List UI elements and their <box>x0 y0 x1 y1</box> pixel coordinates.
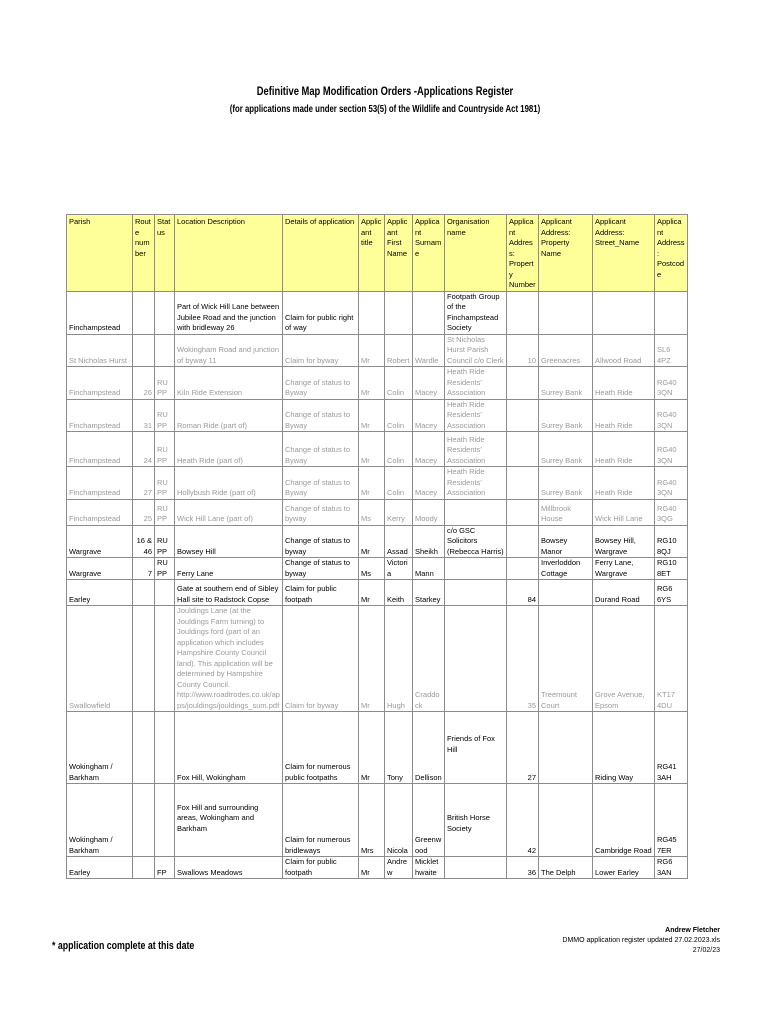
col-route-number-header: Route number <box>133 215 155 292</box>
table-row <box>67 499 688 525</box>
table-cell: Heath Ride Residents' Association <box>445 367 507 400</box>
table-cell: Kiln Ride Extension <box>175 367 283 400</box>
col-property-number-header: Applicant Address: Property Number <box>507 215 539 292</box>
table-cell <box>445 835 507 857</box>
table-cell: Change of status to byway <box>283 525 359 558</box>
table-row <box>67 580 688 606</box>
table-cell: Claim for public footpath <box>283 580 359 606</box>
completion-footnote: * application complete at this date <box>52 940 195 952</box>
table-row <box>67 467 688 500</box>
table-cell <box>655 712 688 756</box>
header-row <box>67 215 688 292</box>
table-cell: 27 <box>507 756 539 784</box>
table-cell: Heath Ride <box>593 432 655 467</box>
col-surname-header: Applicant Surname <box>413 215 445 292</box>
table-cell <box>133 835 155 857</box>
table-cell: RUPP <box>155 399 175 432</box>
table-cell: RG45 7ER <box>655 835 688 857</box>
table-cell: Heath Ride Residents' Association <box>445 399 507 432</box>
table-cell: Mann <box>413 558 445 580</box>
table-cell: Wick Hill Lane (part of) <box>175 499 283 525</box>
table-cell: Change of status to Byway <box>283 467 359 500</box>
table-cell <box>445 558 507 580</box>
table-cell <box>67 712 133 756</box>
table-cell <box>593 291 655 334</box>
table-cell <box>445 756 507 784</box>
table-cell <box>507 291 539 334</box>
table-cell: Finchampstead <box>67 367 133 400</box>
col-status-header: Status <box>155 215 175 292</box>
table-cell: RG40 3QN <box>655 399 688 432</box>
table-cell <box>155 580 175 606</box>
table-row <box>67 432 688 467</box>
table-cell: Bowsey Manor <box>539 525 593 558</box>
table-cell <box>539 712 593 756</box>
table-cell: Finchampstead <box>67 467 133 500</box>
table-row <box>67 525 688 558</box>
document-reference: DMMO application register updated 27.02.2023.xls <box>562 937 720 944</box>
table-cell <box>655 784 688 835</box>
table-cell: Mr <box>359 525 385 558</box>
table-cell <box>539 784 593 835</box>
register-body <box>67 291 688 879</box>
table-cell: Inverloddon Cottage <box>539 558 593 580</box>
table-cell: KT17 4DU <box>655 606 688 712</box>
table-cell: 35 <box>507 606 539 712</box>
table-cell: St Nicholas Hurst <box>67 334 133 367</box>
table-cell <box>539 835 593 857</box>
table-cell <box>507 558 539 580</box>
col-location-header: Location Description <box>175 215 283 292</box>
table-cell: Robert <box>385 334 413 367</box>
table-cell: 27 <box>133 467 155 500</box>
table-cell: 84 <box>507 580 539 606</box>
table-cell <box>359 784 385 835</box>
table-cell <box>155 712 175 756</box>
table-cell: Sheikh <box>413 525 445 558</box>
applications-register-table <box>66 214 687 879</box>
table-cell: 10 <box>507 334 539 367</box>
table-cell: Change of status to byway <box>283 499 359 525</box>
table-cell <box>133 712 155 756</box>
table-cell <box>507 432 539 467</box>
table-cell: Bowsey Hill <box>175 525 283 558</box>
table-cell: Dellison <box>413 756 445 784</box>
table-cell: 24 <box>133 432 155 467</box>
table-cell <box>133 756 155 784</box>
table-row <box>67 756 688 784</box>
table-cell: Fox Hill, Wokingham <box>175 756 283 784</box>
table-cell: Treemount Court <box>539 606 593 712</box>
table-row <box>67 558 688 580</box>
signature-block <box>562 926 720 956</box>
table-cell: Earley <box>67 857 133 879</box>
table-cell <box>413 291 445 334</box>
table-cell: RG40 3QN <box>655 367 688 400</box>
table-cell: RG10 8QJ <box>655 525 688 558</box>
table-cell: Fox Hill and surrounding areas, Wokingham and Barkham <box>175 784 283 835</box>
table-cell: Roman Ride (part of) <box>175 399 283 432</box>
table-cell: Claim for byway <box>283 334 359 367</box>
table-row <box>67 291 688 334</box>
table-cell: Mr <box>359 580 385 606</box>
table-cell: Ms <box>359 558 385 580</box>
table-cell: Mrs <box>359 835 385 857</box>
table-cell <box>593 784 655 835</box>
table-cell: Mr <box>359 857 385 879</box>
table-cell: Heath Ride <box>593 367 655 400</box>
table-cell: Macey <box>413 399 445 432</box>
table-cell: Victoria <box>385 558 413 580</box>
table-cell <box>283 712 359 756</box>
table-cell: Mr <box>359 367 385 400</box>
table-cell <box>655 291 688 334</box>
table-cell: Colin <box>385 432 413 467</box>
signatory-name: Andrew Fletcher <box>665 927 720 934</box>
table-cell: Gate at southern end of Sibley Hall site to Radstock Copse <box>175 580 283 606</box>
col-organisation-header: Organisation name <box>445 215 507 292</box>
table-row <box>67 857 688 879</box>
table-row <box>67 835 688 857</box>
table-cell: Greenacres <box>539 334 593 367</box>
table-cell: SL6 4PZ <box>655 334 688 367</box>
table-cell <box>133 580 155 606</box>
update-date: 27/02/23 <box>692 947 720 954</box>
table-cell: Allwood Road <box>593 334 655 367</box>
table-cell: Colin <box>385 467 413 500</box>
table-cell: RG41 3AH <box>655 756 688 784</box>
table-cell <box>155 291 175 334</box>
table-cell: Jouldings Lane (at the Jouldings Farm turning) to Jouldings ford (part of an application which includes Hampshire County Council land). This application will be determined by Hampshire County Council. http://www.roadtrodes.co.uk/apps/jouldings/jouldings_sum.pdf <box>175 606 283 712</box>
table-cell <box>283 784 359 835</box>
table-cell: Ms <box>359 499 385 525</box>
table-cell: Mr <box>359 606 385 712</box>
table-cell: Hollybush Ride (part of) <box>175 467 283 500</box>
table-cell <box>507 525 539 558</box>
page-title: Definitive Map Modification Orders -Applications Register <box>256 84 514 98</box>
table-cell: Finchampstead <box>67 291 133 334</box>
table-cell <box>539 291 593 334</box>
table-cell <box>155 835 175 857</box>
table-cell: Wokingham / Barkham <box>67 756 133 784</box>
table-cell: RUPP <box>155 525 175 558</box>
table-cell <box>445 499 507 525</box>
table-cell: Footpath Group of the Finchampstead Society <box>445 291 507 334</box>
table-cell: Finchampstead <box>67 432 133 467</box>
table-cell: RUPP <box>155 432 175 467</box>
table-cell <box>133 784 155 835</box>
table-cell: Mr <box>359 756 385 784</box>
table-cell: Mr <box>359 467 385 500</box>
table-cell <box>445 580 507 606</box>
table-cell: Surrey Bank <box>539 432 593 467</box>
table-cell: Swallowfield <box>67 606 133 712</box>
table-cell <box>133 291 155 334</box>
col-first-name-header: Applicant First Name <box>385 215 413 292</box>
table-cell: Part of Wick Hill Lane between Jubilee Road and the junction with bridleway 26 <box>175 291 283 334</box>
table-cell: Nicola <box>385 835 413 857</box>
table-cell <box>507 784 539 835</box>
table-cell <box>155 756 175 784</box>
table-cell <box>385 291 413 334</box>
table-cell: Change of status to Byway <box>283 367 359 400</box>
col-title-header: Applicant title <box>359 215 385 292</box>
table-cell: Grove Avenue, Epsom <box>593 606 655 712</box>
table-cell: Cambridge Road <box>593 835 655 857</box>
table-row <box>67 606 688 712</box>
table-cell: FP <box>155 857 175 879</box>
table-cell: Surrey Bank <box>539 399 593 432</box>
table-cell: Starkey <box>413 580 445 606</box>
table-cell: RUPP <box>155 558 175 580</box>
table-cell: Heath Ride Residents' Association <box>445 432 507 467</box>
table-cell: Wokingham Road and junction of byway 11 <box>175 334 283 367</box>
table-cell: Millbrook House <box>539 499 593 525</box>
table-cell: Greenwood <box>413 835 445 857</box>
table-cell: 7 <box>133 558 155 580</box>
table-cell: Micklethwaite <box>413 857 445 879</box>
page-subtitle: (for applications made under section 53(5) of the Wildlife and Countryside Act 1981) <box>229 104 541 115</box>
table-cell: Surrey Bank <box>539 367 593 400</box>
table-cell: 36 <box>507 857 539 879</box>
table-row <box>67 784 688 835</box>
table-cell <box>413 712 445 756</box>
table-cell: Keith <box>385 580 413 606</box>
table-cell <box>133 857 155 879</box>
table-cell <box>413 784 445 835</box>
table-cell <box>507 467 539 500</box>
table-cell: Craddock <box>413 606 445 712</box>
table-cell: Kerry <box>385 499 413 525</box>
table-cell: Surrey Bank <box>539 467 593 500</box>
table-cell: Wick Hill Lane <box>593 499 655 525</box>
table-cell: Riding Way <box>593 756 655 784</box>
table-cell <box>507 399 539 432</box>
table-cell: Wargrave <box>67 525 133 558</box>
table-cell: Heath Ride <box>593 399 655 432</box>
table-cell <box>155 784 175 835</box>
table-cell: Claim for numerous bridleways <box>283 835 359 857</box>
table-cell <box>67 784 133 835</box>
table-cell <box>593 712 655 756</box>
table-cell: Wardle <box>413 334 445 367</box>
table-cell: Change of status to byway <box>283 558 359 580</box>
table-cell: Bowsey Hill, Wargrave <box>593 525 655 558</box>
table-row <box>67 399 688 432</box>
table-row <box>67 712 688 756</box>
table-cell: Macey <box>413 467 445 500</box>
table-cell <box>133 334 155 367</box>
table-cell: Tony <box>385 756 413 784</box>
table-cell: Claim for numerous public footpaths <box>283 756 359 784</box>
table-cell <box>539 580 593 606</box>
table-cell: RG40 3QN <box>655 467 688 500</box>
table-cell: Moody <box>413 499 445 525</box>
table-cell: Macey <box>413 432 445 467</box>
table-cell <box>385 784 413 835</box>
table-cell: RG40 3QG <box>655 499 688 525</box>
table-cell <box>445 606 507 712</box>
table-cell: Lower Earley <box>593 857 655 879</box>
table-cell: Heath Ride (part of) <box>175 432 283 467</box>
table-cell <box>359 712 385 756</box>
table-cell: Colin <box>385 367 413 400</box>
table-cell <box>155 334 175 367</box>
table-row <box>67 367 688 400</box>
table-cell: Claim for public right of way <box>283 291 359 334</box>
table-cell <box>359 291 385 334</box>
table-cell: Claim for public footpath <box>283 857 359 879</box>
table-cell: Durand Road <box>593 580 655 606</box>
col-street-name-header: Applicant Address: Street_Name <box>593 215 655 292</box>
table-cell: 16 & 46 <box>133 525 155 558</box>
table-cell <box>133 606 155 712</box>
table-cell: Change of status to Byway <box>283 432 359 467</box>
table-cell: Wokingham / Barkham <box>67 835 133 857</box>
register-grid <box>66 214 688 879</box>
table-cell: Claim for byway <box>283 606 359 712</box>
table-cell: RG40 3QN <box>655 432 688 467</box>
table-cell: Hugh <box>385 606 413 712</box>
table-cell <box>507 499 539 525</box>
table-cell: Swallows Meadows <box>175 857 283 879</box>
table-cell: Change of status to Byway <box>283 399 359 432</box>
table-cell: Earley <box>67 580 133 606</box>
table-cell: RUPP <box>155 467 175 500</box>
table-cell: Andrew <box>385 857 413 879</box>
table-cell: Mr <box>359 334 385 367</box>
table-cell: Mr <box>359 432 385 467</box>
table-cell: RG6 3AN <box>655 857 688 879</box>
table-cell: 42 <box>507 835 539 857</box>
table-cell: Friends of Fox Hill <box>445 712 507 756</box>
table-cell: Heath Ride <box>593 467 655 500</box>
table-cell <box>175 835 283 857</box>
table-cell: Colin <box>385 399 413 432</box>
table-cell: 25 <box>133 499 155 525</box>
table-cell: 31 <box>133 399 155 432</box>
table-cell <box>175 712 283 756</box>
table-cell: Assad <box>385 525 413 558</box>
table-cell <box>507 712 539 756</box>
table-cell: c/o GSC Solicitors (Rebecca Harris) <box>445 525 507 558</box>
table-cell <box>539 756 593 784</box>
table-cell: Mr <box>359 399 385 432</box>
table-cell: RUPP <box>155 367 175 400</box>
table-cell: Finchampstead <box>67 499 133 525</box>
table-cell: RG6 6YS <box>655 580 688 606</box>
table-cell: Heath Ride Residents' Association <box>445 467 507 500</box>
table-cell: RG10 8ET <box>655 558 688 580</box>
table-cell: St Nicholas Hurst Parish Council c/o Clerk <box>445 334 507 367</box>
table-cell: Ferry Lane, Wargrave <box>593 558 655 580</box>
table-cell: The Delph <box>539 857 593 879</box>
col-details-header: Details of application <box>283 215 359 292</box>
table-cell: Macey <box>413 367 445 400</box>
table-row <box>67 334 688 367</box>
col-postcode-header: Applicant Address: Postcode <box>655 215 688 292</box>
col-property-name-header: Applicant Address: Property Name <box>539 215 593 292</box>
table-cell <box>155 606 175 712</box>
table-cell <box>507 367 539 400</box>
table-cell: British Horse Society <box>445 784 507 835</box>
table-cell: Wargrave <box>67 558 133 580</box>
col-parish-header: Parish <box>67 215 133 292</box>
table-cell: RUPP <box>155 499 175 525</box>
table-cell: 26 <box>133 367 155 400</box>
table-cell <box>385 712 413 756</box>
table-cell <box>445 857 507 879</box>
table-cell: Ferry Lane <box>175 558 283 580</box>
table-cell: Finchampstead <box>67 399 133 432</box>
